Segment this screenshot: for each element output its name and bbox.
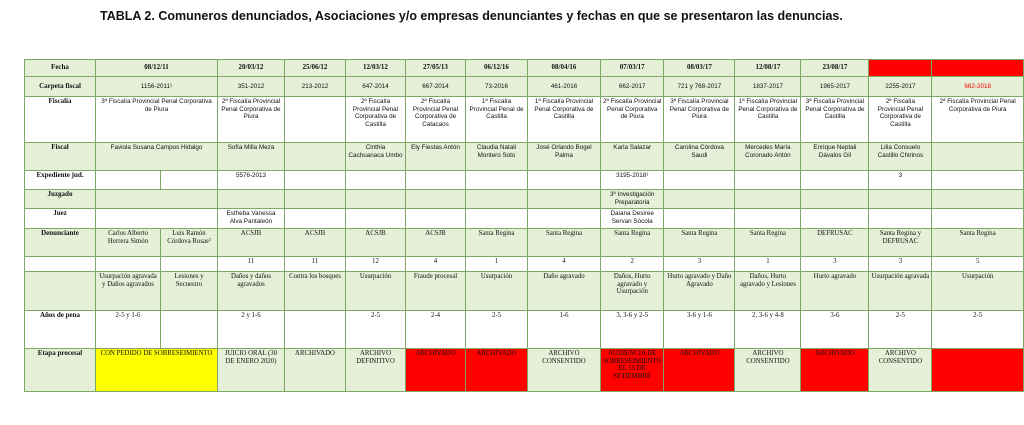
- fiscalia-cell: 3ª Fiscalía Provincial Penal Corporativa de Castilla: [801, 97, 869, 143]
- empty-cell: [285, 171, 346, 190]
- delito-cell: Usurpación agravada y Daños agravados: [96, 272, 161, 311]
- empty-cell: [406, 171, 466, 190]
- denuncias-table: [24, 59, 1024, 392]
- numero-cell: 1: [466, 257, 528, 272]
- pena-cell: 3, 3-6 y 2-5: [601, 311, 664, 349]
- carpeta-cell: 647-2014: [346, 77, 406, 97]
- pena-cell: 2-4: [406, 311, 466, 349]
- etapa-cell: ARCHIVADO: [664, 349, 735, 392]
- numero-cell: 5: [932, 257, 1024, 272]
- numero-cell: 3: [664, 257, 735, 272]
- etapa-cell: AUDIENCIA DE SOBRESEIMIENTO EL 15 DE SETIEMBRE: [601, 349, 664, 392]
- table-title: TABLA 2. Comuneros denunciados, Asociaciones y/o empresas denunciantes y fechas en que se presentaron las denuncias.: [100, 9, 843, 23]
- etapa-cell: ARCHIVO CONSENTIDO: [735, 349, 801, 392]
- etapa-cell: ARCHIVADO: [285, 349, 346, 392]
- carpeta-cell: 667-2014: [406, 77, 466, 97]
- denunciante-cell: DEFRUSAC: [801, 229, 869, 257]
- empty-cell: [218, 190, 285, 209]
- empty-cell: [801, 190, 869, 209]
- numero-cell: 1: [735, 257, 801, 272]
- delito-cell: Hurto agravado y Daño Agravado: [664, 272, 735, 311]
- fiscalia-cell: 1ª Fiscalía Provincial Penal de Castilla: [466, 97, 528, 143]
- empty-cell: [346, 190, 406, 209]
- numero-cell: 3: [801, 257, 869, 272]
- carpeta-cell: 1156-2011¹: [96, 77, 218, 97]
- fiscalia-cell: 2ª Fiscalía Provincial Penal Corporativa de Piura: [218, 97, 285, 143]
- pena-cell: [285, 311, 346, 349]
- empty-cell: [932, 209, 1024, 229]
- empty-cell: [869, 209, 932, 229]
- empty-cell: [664, 190, 735, 209]
- denunciante-cell: Santa Regina: [735, 229, 801, 257]
- fecha-cell: 25/06/12: [285, 60, 346, 77]
- etapa-cell: JUICIO ORAL (30 DE ENERO 2020): [218, 349, 285, 392]
- fiscalia-cell: 2ª Fiscalía Provincial Penal Corporativa de Catacaos: [406, 97, 466, 143]
- empty-cell: [528, 209, 601, 229]
- pena-cell: 2-5: [466, 311, 528, 349]
- denunciante-cell: ACSJB: [218, 229, 285, 257]
- fiscalia-cell: 3ª Fiscalía Provincial Penal Corporativa de Piura: [96, 97, 218, 143]
- fiscalia-cell: 2ª Fiscalía Provincial Penal Corporativa de Castilla: [346, 97, 406, 143]
- empty-cell: [96, 257, 161, 272]
- numero-cell: 3: [869, 257, 932, 272]
- denunciante-cell: Santa Regina: [664, 229, 735, 257]
- label-fiscal: Fiscal: [25, 143, 96, 171]
- carpeta-cell: 662-2017: [601, 77, 664, 97]
- empty-cell: [735, 209, 801, 229]
- fecha-cell: 08/04/16: [528, 60, 601, 77]
- pena-cell: 2 y 1-6: [218, 311, 285, 349]
- denunciante-cell: ACSJB: [285, 229, 346, 257]
- fiscalia-cell: 1ª Fiscalía Provincial Penal Corporativa de Castilla: [735, 97, 801, 143]
- carpeta-cell: 721 y 768-2017: [664, 77, 735, 97]
- row-etapa: [25, 349, 1024, 392]
- fiscalia-cell: 2ª Fiscalía Provincial Penal Corporativa de Piura: [601, 97, 664, 143]
- delito-cell: Usurpación: [466, 272, 528, 311]
- numero-cell: 2: [601, 257, 664, 272]
- empty-cell: [96, 190, 218, 209]
- fiscal-cell: Cinthia Cachuanaca Umbo: [346, 143, 406, 171]
- etapa-cell: ARCHIVADO: [801, 349, 869, 392]
- pena-cell: 3-6: [801, 311, 869, 349]
- label-juez: Juez: [25, 209, 96, 229]
- row-juez: [25, 209, 1024, 229]
- denunciante-cell: ACSJB: [406, 229, 466, 257]
- etapa-cell: ARCHIVADO: [466, 349, 528, 392]
- fecha-cell: 23/08/17: [801, 60, 869, 77]
- denunciante-cell: Luis Ramón Córdova Rosas²: [161, 229, 218, 257]
- empty-cell: [801, 171, 869, 190]
- row-denunciante: [25, 229, 1024, 257]
- fiscal-cell: Ely Fiestas Antón: [406, 143, 466, 171]
- empty-cell: [25, 257, 96, 272]
- empty-cell: [528, 190, 601, 209]
- fecha-cell: 27/05/13: [406, 60, 466, 77]
- etapa-cell: ARCHIVO DEFINITIVO: [346, 349, 406, 392]
- pena-cell: 2, 3-6 y 4-8: [735, 311, 801, 349]
- fecha-cell: 08/12/11: [96, 60, 218, 77]
- etapa-cell: CON PEDIDO DE SOBRESEIMIENTO: [96, 349, 218, 392]
- delito-cell: Lesiones y Secuestro: [161, 272, 218, 311]
- pena-cell: 3-6 y 1-6: [664, 311, 735, 349]
- empty-cell: [96, 209, 218, 229]
- row-carpeta-fiscal: [25, 77, 1024, 97]
- empty-cell: [161, 257, 218, 272]
- numero-cell: 12: [346, 257, 406, 272]
- pena-cell: 2-5: [346, 311, 406, 349]
- empty-cell: [528, 171, 601, 190]
- denunciante-cell: Santa Regina: [932, 229, 1024, 257]
- juez-cell: Daiana Desiree Servan Sócola: [601, 209, 664, 229]
- delito-cell: Hurto agravado: [801, 272, 869, 311]
- label-denunciante: Denunciante: [25, 229, 96, 257]
- empty-cell: [161, 171, 218, 190]
- fiscal-cell: Karla Salazar: [601, 143, 664, 171]
- empty-cell: [346, 209, 406, 229]
- fiscalia-cell: 1ª Fiscalía Provincial Penal Corporativa de Castilla: [528, 97, 601, 143]
- empty-cell: [406, 190, 466, 209]
- empty-cell: [801, 209, 869, 229]
- row-fiscalia: [25, 97, 1024, 143]
- delito-cell: Usurpación: [346, 272, 406, 311]
- empty-cell: [406, 209, 466, 229]
- fiscal-cell: Carolina Córdova Saudi: [664, 143, 735, 171]
- delito-cell: Contra los bosques: [285, 272, 346, 311]
- pena-cell: [161, 311, 218, 349]
- carpeta-cell: 662-2018: [932, 77, 1024, 97]
- carpeta-cell: 351-2012: [218, 77, 285, 97]
- empty-cell: [25, 272, 96, 311]
- label-fecha: Fecha: [25, 60, 96, 77]
- empty-cell: [466, 209, 528, 229]
- denunciante-cell: Carlos Alberto Herrera Simón: [96, 229, 161, 257]
- empty-cell: [869, 190, 932, 209]
- carpeta-cell: 1837-2017: [735, 77, 801, 97]
- fecha-cell: 12/08/17: [735, 60, 801, 77]
- empty-cell: [466, 190, 528, 209]
- fiscal-cell: Mercedes María Coronado Antón: [735, 143, 801, 171]
- etapa-cell: ARCHIVADO: [406, 349, 466, 392]
- numero-cell: 4: [406, 257, 466, 272]
- row-numero: [25, 257, 1024, 272]
- fecha-cell: [869, 60, 932, 77]
- juzgado-cell: 3º Investigación Preparatoria: [601, 190, 664, 209]
- fiscal-cell: [932, 143, 1024, 171]
- etapa-cell: [932, 349, 1024, 392]
- fiscalia-cell: 2ª Fiscalía Provincial Penal Corporativa de Piura: [932, 97, 1024, 143]
- label-fiscalia: Fiscalía: [25, 97, 96, 143]
- row-delitos: [25, 272, 1024, 311]
- fecha-cell: 07/03/17: [601, 60, 664, 77]
- fiscalia-cell: [285, 97, 346, 143]
- denunciante-cell: Santa Regina y DEFRUSAC: [869, 229, 932, 257]
- label-expediente: Expediente jud.: [25, 171, 96, 190]
- delito-cell: Usurpación agravada: [869, 272, 932, 311]
- label-etapa: Etapa procesal: [25, 349, 96, 392]
- row-pena: [25, 311, 1024, 349]
- empty-cell: [664, 209, 735, 229]
- delito-cell: Usurpación: [932, 272, 1024, 311]
- denunciante-cell: ACSJB: [346, 229, 406, 257]
- pena-cell: 2-5 y 1-6: [96, 311, 161, 349]
- fecha-cell: 06/12/16: [466, 60, 528, 77]
- delito-cell: Daño agravado: [528, 272, 601, 311]
- numero-cell: 4: [528, 257, 601, 272]
- fecha-cell: 12/03/12: [346, 60, 406, 77]
- empty-cell: [664, 171, 735, 190]
- empty-cell: [96, 171, 161, 190]
- label-carpeta: Carpeta fiscal: [25, 77, 96, 97]
- delito-cell: Fraude procesal: [406, 272, 466, 311]
- empty-cell: [346, 171, 406, 190]
- denunciante-cell: Santa Regina: [601, 229, 664, 257]
- row-fecha: [25, 60, 1024, 77]
- label-juzgado: Juzgado: [25, 190, 96, 209]
- fiscalia-cell: 3ª Fiscalía Provincial Penal Corporativa de Piura: [664, 97, 735, 143]
- fiscal-cell: Sofía Milla Meza: [218, 143, 285, 171]
- delito-cell: Daños y daños agravados: [218, 272, 285, 311]
- denunciante-cell: Santa Regina: [466, 229, 528, 257]
- empty-cell: [932, 190, 1024, 209]
- carpeta-cell: 461-2016: [528, 77, 601, 97]
- expediente-cell: 3: [869, 171, 932, 190]
- pena-cell: 2-5: [932, 311, 1024, 349]
- fiscal-cell: Lilia Consuelo Castillo Chirinos: [869, 143, 932, 171]
- fiscal-cell: Faviola Susana Campos Hidalgo: [96, 143, 218, 171]
- fecha-cell: 08/03/17: [664, 60, 735, 77]
- delito-cell: Daños, Hurto agravado y Lesiones: [735, 272, 801, 311]
- empty-cell: [285, 190, 346, 209]
- empty-cell: [466, 171, 528, 190]
- denunciante-cell: Santa Regina: [528, 229, 601, 257]
- fecha-cell: [932, 60, 1024, 77]
- fecha-cell: 20/03/12: [218, 60, 285, 77]
- fiscalia-cell: 2ª Fiscalía Provincial Penal Corporativa de Castilla: [869, 97, 932, 143]
- carpeta-cell: 1965-2017: [801, 77, 869, 97]
- label-pena: Años de pena: [25, 311, 96, 349]
- empty-cell: [285, 209, 346, 229]
- fiscal-cell: Enrique Neptali Dávalos Gil: [801, 143, 869, 171]
- etapa-cell: ARCHIVO CONSENTIDO: [528, 349, 601, 392]
- carpeta-cell: 73-2016: [466, 77, 528, 97]
- carpeta-cell: 2255-2017: [869, 77, 932, 97]
- numero-cell: 11: [285, 257, 346, 272]
- etapa-cell: ARCHIVO CONSENTIDO: [869, 349, 932, 392]
- row-fiscal: [25, 143, 1024, 171]
- expediente-cell: 5576-2013: [218, 171, 285, 190]
- empty-cell: [932, 171, 1024, 190]
- fiscal-cell: Claudia Natali Montero Soto: [466, 143, 528, 171]
- row-juzgado: [25, 190, 1024, 209]
- fiscal-cell: José Orlando Bogel Palma: [528, 143, 601, 171]
- pena-cell: 1-6: [528, 311, 601, 349]
- fiscal-cell: [285, 143, 346, 171]
- juez-cell: Estheba Vanessa Alva Pantaleón: [218, 209, 285, 229]
- numero-cell: 11: [218, 257, 285, 272]
- expediente-cell: 3195-2018¹: [601, 171, 664, 190]
- empty-cell: [735, 190, 801, 209]
- pena-cell: 2-5: [869, 311, 932, 349]
- empty-cell: [735, 171, 801, 190]
- delito-cell: Daños, Hurto agravado y Usurpación: [601, 272, 664, 311]
- carpeta-cell: 213-2012: [285, 77, 346, 97]
- row-expediente: [25, 171, 1024, 190]
